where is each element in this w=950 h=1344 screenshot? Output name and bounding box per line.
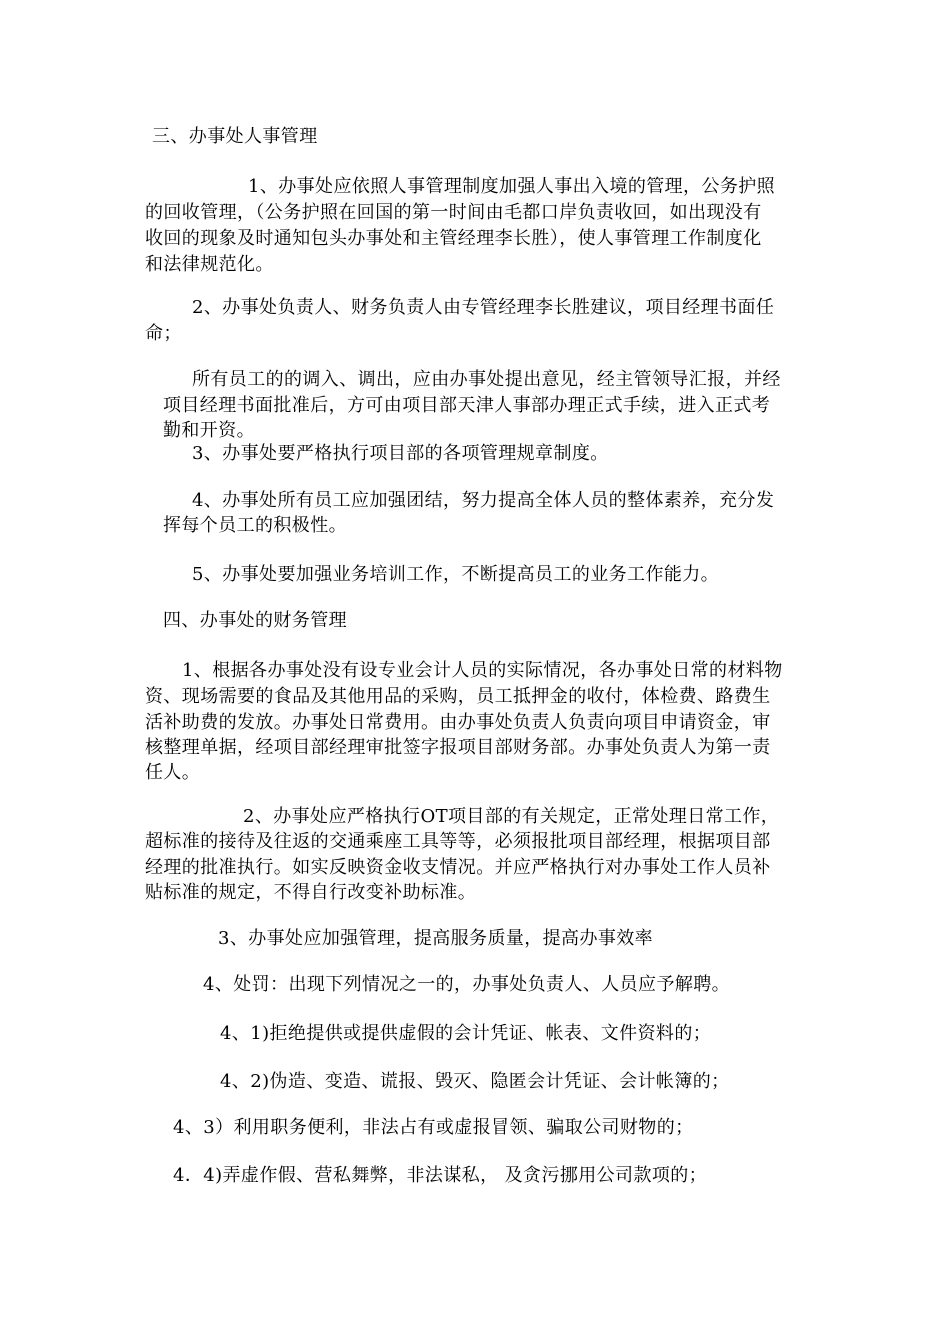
s4-item1-line3: 活补助费的发放。办事处日常费用。由办事处负责人负责向项目申请资金，审 <box>145 712 771 733</box>
section-4-heading: 四、办事处的财务管理 <box>163 610 347 631</box>
s4-item1-line2: 资、现场需要的食品及其他用品的采购，员工抵押金的收付，体检费、路费生 <box>145 686 771 707</box>
s3-item1-line1: 1、办事处应依照人事管理制度加强人事出入境的管理，公务护照 <box>248 176 776 197</box>
s4-item2-line3: 经理的批准执行。如实反映资金收支情况。并应严格执行对办事处工作人员补 <box>145 857 771 878</box>
s3-item2-line2: 命； <box>145 323 182 344</box>
s3-item5: 5、办事处要加强业务培训工作，不断提高员工的业务工作能力。 <box>192 564 720 585</box>
s3-item1-line4: 和法律规范化。 <box>145 254 274 275</box>
s4-item1-line5: 任人。 <box>145 762 201 783</box>
s4-item1-line1: 1、根据各办事处没有设专业会计人员的实际情况，各办事处日常的材料物 <box>182 660 783 681</box>
s4-item1-line4: 核整理单据，经项目部经理审批签字报项目部财务部。办事处负责人为第一责 <box>145 737 771 758</box>
s4-item4-2: 4、2)伪造、变造、谎报、毁灭、隐匿会计凭证、会计帐簿的； <box>220 1071 730 1092</box>
s4-item4-4: 4．4)弄虚作假、营私舞弊，非法谋私， 及贪污挪用公司款项的； <box>173 1165 708 1186</box>
s3-item3: 3、办事处要严格执行项目部的各项管理规章制度。 <box>192 443 609 464</box>
s3-item1-line2: 的回收管理，（公务护照在回国的第一时间由毛都口岸负责收回，如出现没有 <box>145 202 762 223</box>
s3-item4-line2: 挥每个员工的积极性。 <box>163 515 347 536</box>
s4-item2-line2: 超标准的接待及往返的交通乘座工具等等，必须报批项目部经理，根据项目部 <box>145 831 771 852</box>
s3-item4-line1: 4、办事处所有员工应加强团结，努力提高全体人员的整体素养，充分发 <box>192 490 775 511</box>
s4-item2-line1: 2、办事处应严格执行OT项目部的有关规定，正常处理日常工作， <box>243 806 780 827</box>
s4-item4-1: 4、1)拒绝提供或提供虚假的会计凭证、帐表、文件资料的； <box>220 1023 712 1044</box>
s3-staff-line2: 项目经理书面批准后，方可由项目部天津人事部办理正式手续，进入正式考 <box>163 395 771 416</box>
s4-item4: 4、处罚：出现下列情况之一的，办事处负责人、人员应予解聘。 <box>203 974 731 995</box>
section-3-heading: 三、办事处人事管理 <box>152 126 318 147</box>
s3-item2-line1: 2、办事处负责人、财务负责人由专管经理李长胜建议，项目经理书面任 <box>192 297 775 318</box>
s3-staff-line1: 所有员工的的调入、调出，应由办事处提出意见，经主管领导汇报，并经 <box>192 369 781 390</box>
s4-item2-line4: 贴标准的规定，不得自行改变补助标准。 <box>145 882 477 903</box>
s4-item4-3: 4、3）利用职务便利，非法占有或虚报冒领、骗取公司财物的； <box>173 1117 694 1138</box>
s3-staff-line3: 勤和开资。 <box>163 420 255 441</box>
s3-item1-line3: 收回的现象及时通知包头办事处和主管经理李长胜），使人事管理工作制度化 <box>145 228 762 249</box>
s4-item3: 3、办事处应加强管理，提高服务质量，提高办事效率 <box>218 928 654 949</box>
